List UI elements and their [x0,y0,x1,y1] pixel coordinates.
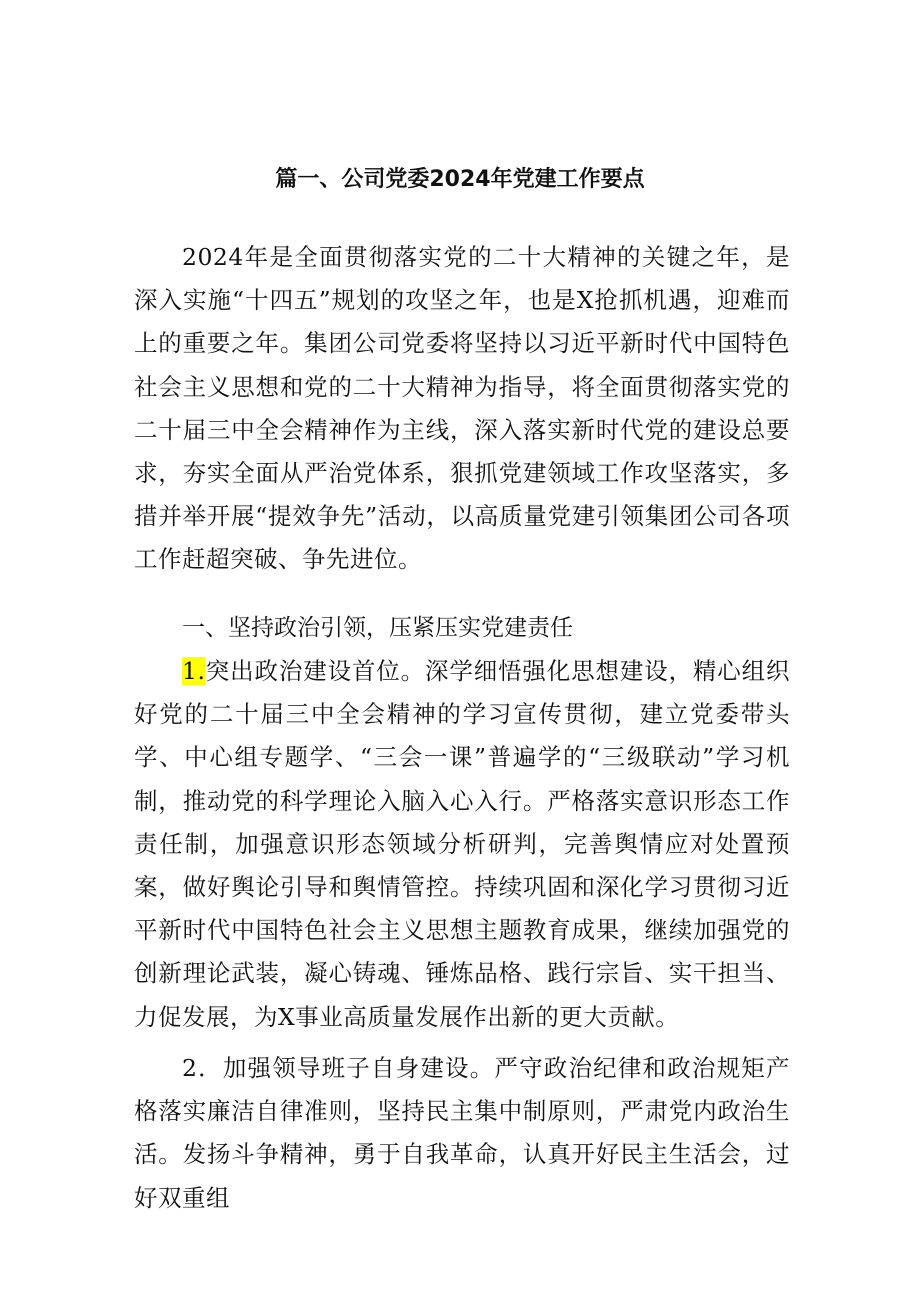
document-title: 篇一、公司党委2024年党建工作要点 [275,167,645,192]
item-1-paragraph [134,650,790,1039]
item-1-text: 突出政治建设首位。深学细悟强化思想建设，精心组织好党的二十届三中全会精神的学习宣传贯彻，建立党委带头学、中心组专题学、“三会一课”普遍学的“三级联动”学习机制，推动党的科学理论入脑入心入行。严格落实意识形态工作责任制，加强意识形态领域分析研判，完善舆情应对处置预案，做好舆论引导和舆情管控。持续巩固和深化学习贯彻习近平新时代中国特色社会主义思想主题教育成果，继续加强党的创新理论武装，凝心铸魂、锤炼品格、践行宗旨、实干担当、力促发展，为X事业高质量发展作出新的更大贡献。 [134,657,790,1031]
item-1-number-highlight: 1. [182,657,206,685]
section-heading: 一、坚持政治引领，压紧压实党建责任 [182,615,573,641]
intro-paragraph: 2024年是全面贯彻落实党的二十大精神的关键之年，是深入实施“十四五”规划的攻坚之年，也是X抢抓机遇，迎难而上的重要之年。集团公司党委将坚持以习近平新时代中国特色社会主义思想和党的二十大精神为指导，将全面贯彻落实党的二十届三中全会精神作为主线，深入落实新时代党的建设总要求，夯实全面从严治党体系，狠抓党建领域工作攻坚落实，多措并举开展“提效争先”活动，以高质量党建引领集团公司各项工作赶超突破、争先进位。 [134,243,790,574]
item-2-paragraph: 2．加强领导班子自身建设。严守政治纪律和政治规矩产格落实廉洁自律准则，坚持民主集中制原则，严肃党内政治生活。发扬斗争精神，勇于自我革命，认真开好民主生活会，过好双重组 [134,1054,790,1212]
